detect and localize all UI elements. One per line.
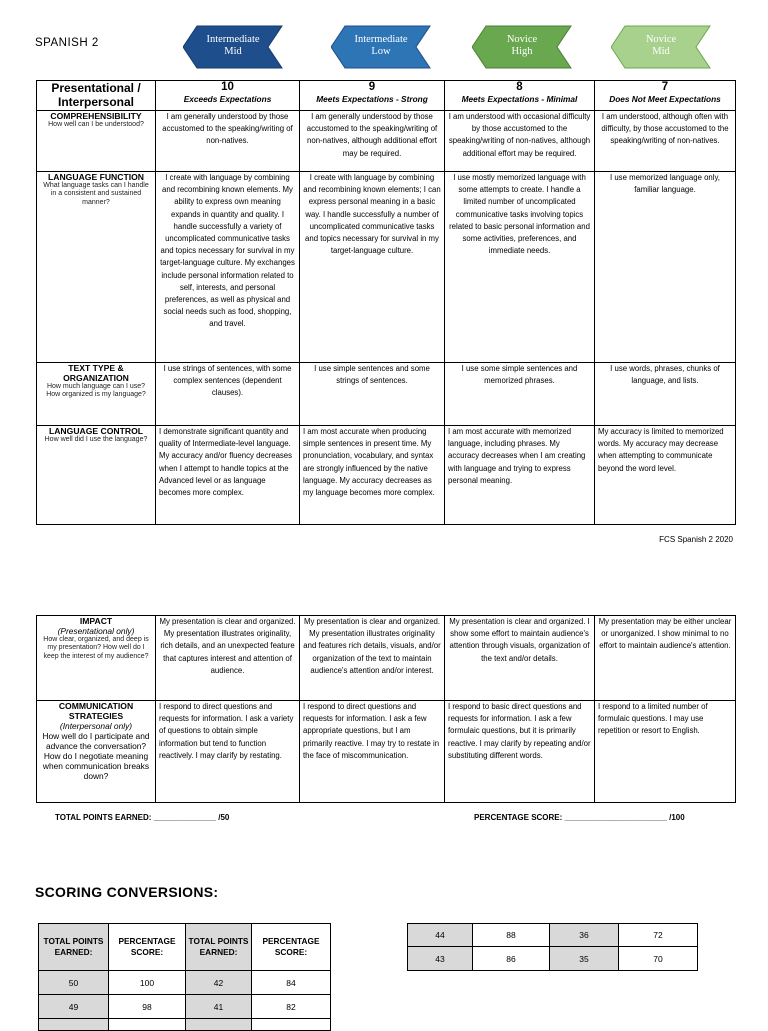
conversion-table-1 — [38, 923, 331, 1031]
rubric-table-2 — [36, 615, 736, 803]
criterion-title: COMMUNICATION STRATEGIES — [58, 701, 134, 721]
conversion-cell: 35 — [550, 947, 619, 971]
rubric-header-title: Presentational / Interpersonal — [51, 81, 141, 109]
conversion-row-partial — [39, 1019, 331, 1031]
conversion-table-2 — [407, 923, 698, 971]
percentage-score-line — [474, 813, 685, 822]
criterion-question: How clear, organized, and deep is my presentation? How well do I keep the interest of my audience? — [43, 636, 149, 660]
percentage-score-max: /100 — [669, 813, 685, 822]
descriptor-cell: I am most accurate when producing simple sentences in present time. My pronunciation, vocabulary, and syntax are strongly influenced by the native language. My accuracy decreases as my language becomes more complex. — [300, 426, 445, 525]
conversion-header: PERCENTAGE SCORE: — [252, 924, 331, 971]
level-score: 10 — [221, 81, 234, 93]
conversion-row — [39, 971, 331, 995]
conversion-cell: 82 — [252, 995, 331, 1019]
criterion-cell — [37, 426, 156, 525]
level-tag-intermediate-low — [331, 25, 431, 69]
conversion-cell — [39, 1019, 109, 1031]
criterion-cell — [37, 363, 156, 426]
rubric-row-communication-strategies — [37, 701, 736, 803]
level-tag-text — [472, 34, 572, 58]
level-tag-line2: Low — [371, 46, 391, 57]
percentage-score-blank[interactable]: _______________________ — [564, 813, 667, 822]
course-title: SPANISH 2 — [35, 37, 99, 49]
level-tag-line2: High — [511, 46, 533, 57]
level-tag-line1: Novice — [645, 34, 677, 45]
descriptor-cell: I use simple sentences and some strings of sentences. — [300, 363, 445, 426]
rubric-level-header — [445, 81, 595, 111]
conversion-cell — [109, 1019, 186, 1031]
criterion-cell — [37, 172, 156, 363]
level-label: Exceeds Expectations — [183, 94, 272, 104]
descriptor-cell: I am understood, although often with difficulty, by those accustomed to the speaking/writing of non-natives. — [595, 111, 736, 172]
descriptor-cell: My accuracy is limited to memorized words. My accuracy may decrease when attempting to communicate beyond the word level. — [595, 426, 736, 525]
descriptor-cell: I am generally understood by those accustomed to the speaking/writing of non-natives. — [156, 111, 300, 172]
level-tag-line1: Intermediate — [206, 34, 260, 45]
rubric-row-language-function — [37, 172, 736, 363]
conversion-cell: 72 — [619, 924, 698, 947]
descriptor-cell: I use some simple sentences and memorized phrases. — [445, 363, 595, 426]
descriptor-cell: I use words, phrases, chunks of language, and lists. — [595, 363, 736, 426]
rubric-row-impact — [37, 616, 736, 701]
descriptor-cell: My presentation may be either unclear or unorganized. I show minimal to no effort to maintain audience's attention. — [595, 616, 736, 701]
criterion-question: How much language can I use? How organized is my language? — [46, 383, 146, 399]
conversion-cell: 42 — [186, 971, 252, 995]
descriptor-cell: I am generally understood by those accustomed to the speaking/writing of non-natives, although additional effort may be required. — [300, 111, 445, 172]
level-label: Does Not Meet Expectations — [609, 94, 721, 104]
total-points-label: TOTAL POINTS EARNED: — [55, 813, 152, 822]
conversion-header: TOTAL POINTS EARNED: — [186, 924, 252, 971]
conversion-cell: 84 — [252, 971, 331, 995]
total-points-line — [55, 813, 229, 822]
level-tag-text — [331, 34, 431, 58]
descriptor-cell: I respond to basic direct questions and requests for information. I ask a few formulaic questions, but it is primarily reactive. I may clarify by repeating and/or substituting different words. — [445, 701, 595, 803]
rubric-level-header — [595, 81, 736, 111]
conversion-cell: 50 — [39, 971, 109, 995]
conversion-cell — [252, 1019, 331, 1031]
descriptor-cell: I demonstrate significant quantity and quality of Intermediate-level language. My accuracy and/or fluency decreases when I attempt to handle topics at the Advanced level or as language becomes more complex. — [156, 426, 300, 525]
descriptor-cell: I use strings of sentences, with some complex sentences (dependent clauses). — [156, 363, 300, 426]
scoring-conversions-heading: SCORING CONVERSIONS: — [35, 884, 219, 900]
criterion-title: LANGUAGE CONTROL — [48, 426, 144, 436]
conversion-row — [39, 995, 331, 1019]
level-tag-line2: Mid — [652, 46, 670, 57]
conversion-cell: 43 — [408, 947, 473, 971]
rubric-header-row — [37, 81, 736, 111]
criterion-question: How well do I participate and advance the conversation? How do I negotiate meaning when communication breaks down? — [42, 731, 150, 781]
criterion-qualifier: (Presentational only) — [57, 626, 135, 636]
descriptor-cell: I respond to direct questions and requests for information. I ask a few appropriate questions, but I am primarily reactive. I may try to restate in the face of miscommunication. — [300, 701, 445, 803]
level-tag-novice-mid — [611, 25, 711, 69]
criterion-title: IMPACT — [79, 616, 113, 626]
rubric-header-title-cell — [37, 81, 156, 111]
conversion-cell: 44 — [408, 924, 473, 947]
level-tag-line1: Intermediate — [354, 34, 408, 45]
conversion-row — [408, 947, 698, 971]
rubric-level-header — [300, 81, 445, 111]
rubric-level-header — [156, 81, 300, 111]
descriptor-cell: I use mostly memorized language with some attempts to create. I handle a limited number of uncomplicated communicative tasks involving topics related to basic personal information and some activities, preferences, and immediate needs. — [445, 172, 595, 363]
criterion-title: COMPREHENSIBILITY — [50, 111, 142, 121]
criterion-question: How well did I use the language? — [44, 436, 148, 443]
conversion-cell: 98 — [109, 995, 186, 1019]
criterion-qualifier: (Interpersonal only) — [59, 721, 133, 731]
conversion-header: PERCENTAGE SCORE: — [109, 924, 186, 971]
descriptor-cell: I am most accurate with memorized language, including phrases. My accuracy decreases when I am creating with language and trying to express personal meaning. — [445, 426, 595, 525]
level-tag-line2: Mid — [224, 46, 242, 57]
level-tag-text — [611, 34, 711, 58]
conversion-cell: 86 — [473, 947, 550, 971]
criterion-question: How well can I be understood? — [48, 121, 144, 128]
conversion-cell: 36 — [550, 924, 619, 947]
conversion-cell: 49 — [39, 995, 109, 1019]
level-label: Meets Expectations - Strong — [316, 94, 428, 104]
descriptor-cell: I create with language by combining and recombining known elements. My ability to express own meaning expands in quantity and quality. I handle successfully a variety of uncomplicated communicative tasks and topics necessary for survival in my target-language culture. My exchanges include personal information related to self, interests, and personal preferences, as well as physical and social needs such as food, shopping, and travel. — [156, 172, 300, 363]
conversion-cell: 41 — [186, 995, 252, 1019]
percentage-score-label: PERCENTAGE SCORE: — [474, 813, 563, 822]
descriptor-cell: I am understood with occasional difficulty by those accustomed to the speaking/writing of non-natives, although additional effort may be required. — [445, 111, 595, 172]
level-score: 7 — [661, 81, 669, 93]
level-tag-text — [183, 34, 283, 58]
conversion-cell — [186, 1019, 252, 1031]
criterion-title: LANGUAGE FUNCTION — [48, 172, 144, 182]
total-points-max: /50 — [218, 813, 230, 822]
criterion-cell — [37, 616, 156, 701]
rubric-table — [36, 80, 736, 525]
descriptor-cell: I use memorized language only, familiar language. — [595, 172, 736, 363]
descriptor-cell: My presentation is clear and organized. My presentation illustrates originality and features rich details, visuals, and/or organization of the text to maintain audience's attention and/or interest. — [300, 616, 445, 701]
criterion-title: TEXT TYPE & ORGANIZATION — [63, 363, 129, 383]
criterion-cell — [37, 111, 156, 172]
level-tag-novice-high — [472, 25, 572, 69]
footer-note: FCS Spanish 2 2020 — [659, 535, 733, 544]
total-points-blank[interactable]: ______________ — [153, 813, 216, 822]
rubric-row-language-control — [37, 426, 736, 525]
level-score: 9 — [368, 81, 376, 93]
conversion-cell: 100 — [109, 971, 186, 995]
criterion-cell — [37, 701, 156, 803]
level-tag-intermediate-mid — [183, 25, 283, 69]
conversion-row — [408, 924, 698, 947]
rubric-row-comprehensibility — [37, 111, 736, 172]
descriptor-cell: I respond to direct questions and requests for information. I ask a variety of questions to obtain simple information but tend to function reactively. I may clarify by restating. — [156, 701, 300, 803]
level-label: Meets Expectations - Minimal — [461, 94, 578, 104]
descriptor-cell: I respond to a limited number of formulaic questions. I may use repetition or resort to English. — [595, 701, 736, 803]
descriptor-cell: My presentation is clear and organized. I show some effort to maintain audience's attention through visuals, organization of the text and/or details. — [445, 616, 595, 701]
conversion-header-row — [39, 924, 331, 971]
level-score: 8 — [516, 81, 523, 93]
criterion-question: What language tasks can I handle in a consistent and sustained manner? — [43, 182, 149, 206]
rubric-row-text-type — [37, 363, 736, 426]
level-tag-line1: Novice — [506, 34, 538, 45]
conversion-cell: 70 — [619, 947, 698, 971]
conversion-header: TOTAL POINTS EARNED: — [39, 924, 109, 971]
descriptor-cell: I create with language by combining and recombining known elements; I can express personal meaning in a basic way. I handle successfully a number of uncomplicated communicative tasks and topics necessary for survival in my target-language culture. — [300, 172, 445, 363]
descriptor-cell: My presentation is clear and organized. My presentation illustrates originality, rich details, and an unexpected feature that captures interest and attention of audience. — [156, 616, 300, 701]
conversion-cell: 88 — [473, 924, 550, 947]
